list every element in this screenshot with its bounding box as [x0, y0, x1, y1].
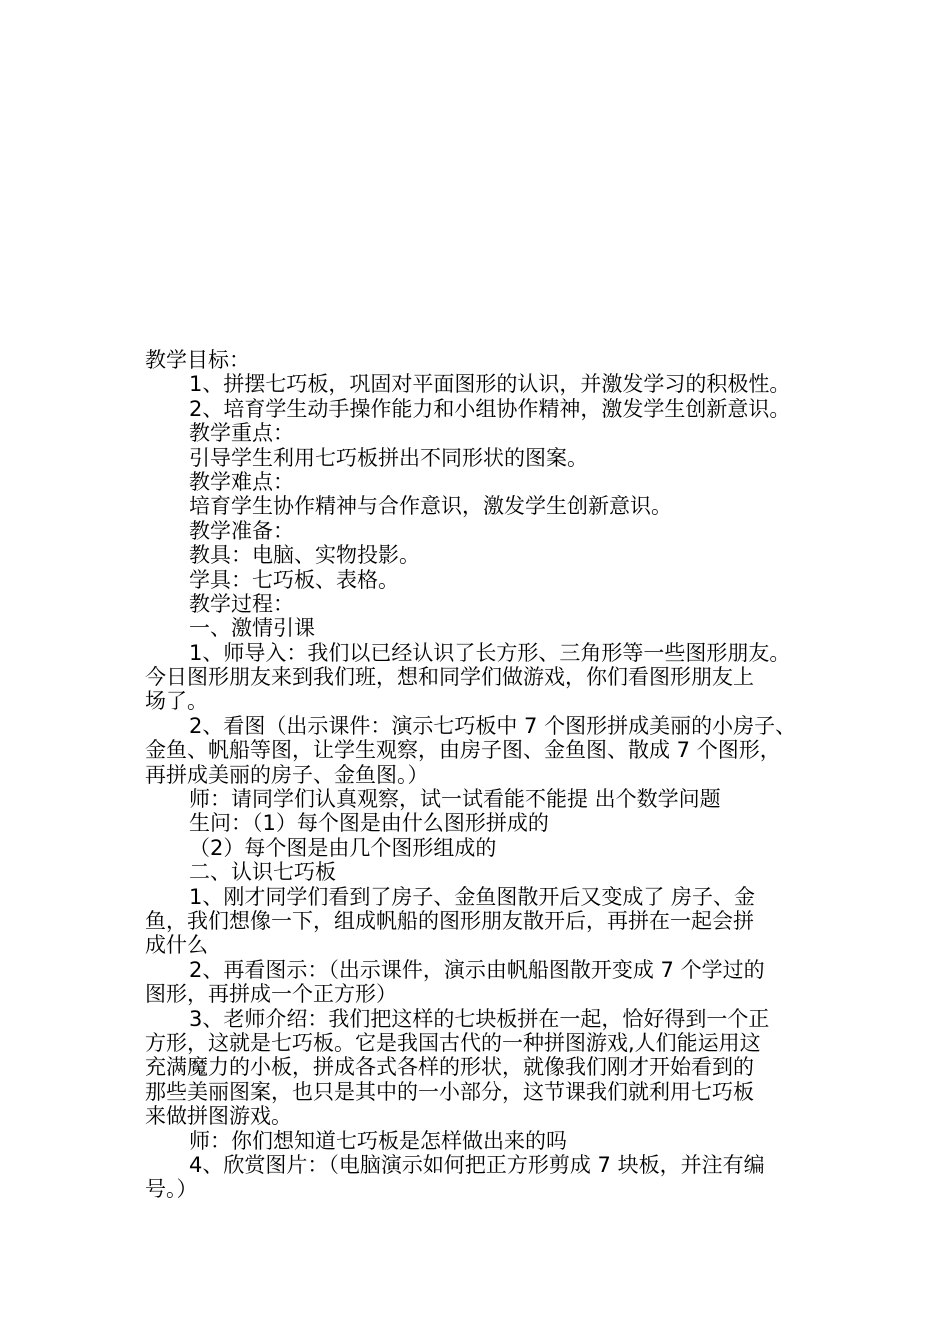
text-line: 图形，再拼成一个正方形）	[145, 982, 397, 1007]
text-line: 来做拼图游戏。	[145, 1104, 292, 1129]
text-line: 教学准备：	[189, 518, 294, 543]
text-line: 再拼成美丽的房子、金鱼图。）	[145, 762, 429, 787]
text-line: 一、激情引课	[189, 616, 315, 641]
text-line: 2、再看图示：（出示课件，演示由帆船图散开变成 7 个学过的	[189, 957, 765, 982]
text-line: 培育学生协作精神与合作意识，激发学生创新意识。	[189, 494, 672, 519]
text-line: 1、刚才同学们看到了房子、金鱼图散开后又变成了 房子、金	[189, 884, 756, 909]
text-line: 充满魔力的小板，拼成各式各样的形状，就像我们刚才开始看到的	[145, 1055, 754, 1080]
text-line: 4、欣赏图片：（电脑演示如何把正方形剪成 7 块板，并注有编	[189, 1152, 765, 1177]
text-line: 1、拼摆七巧板，巩固对平面图形的认识，并激发学习的积极性。	[189, 372, 791, 397]
text-line: 1、师导入：我们以已经认识了长方形、三角形等一些图形朋友。	[189, 640, 791, 665]
text-line: 号。）	[145, 1177, 198, 1202]
text-line: 教学重点：	[189, 421, 294, 446]
text-line: 引导学生利用七巧板拼出不同形状的图案。	[189, 445, 588, 470]
text-line: 教具：电脑、实物投影。	[189, 543, 420, 568]
text-line: 教学过程：	[189, 591, 294, 616]
text-line: 场了。	[145, 689, 208, 714]
text-line: 教学目标：	[145, 348, 250, 372]
text-line: 教学难点：	[189, 469, 294, 494]
text-line: 那些美丽图案，也只是其中的一小部分，这节课我们就利用七巧板	[145, 1079, 754, 1104]
text-line: 师：请同学们认真观察，试一试看能不能提 出个数学问题	[189, 787, 721, 812]
text-line: 二、认识七巧板	[189, 860, 336, 885]
text-line: 2、培育学生动手操作能力和小组协作精神，激发学生创新意识。	[189, 396, 791, 421]
text-line: 2、看图（出示课件：演示七巧板中 7 个图形拼成美丽的小房子、	[189, 713, 797, 738]
text-line: 学具：七巧板、表格。	[189, 567, 399, 592]
text-line: 今日图形朋友来到我们班，想和同学们做游戏，你们看图形朋友上	[145, 665, 754, 690]
document-body	[145, 348, 825, 1202]
text-line: （2）每个图是由几个图形组成的	[189, 835, 497, 860]
text-line: 生问：（1）每个图是由什么图形拼成的	[189, 811, 549, 836]
text-line: 金鱼、帆船等图，让学生观察，由房子图、金鱼图、散成 7 个图形，	[145, 738, 781, 763]
text-line: 师：你们想知道七巧板是怎样做出来的吗	[189, 1128, 567, 1153]
text-line: 方形，这就是七巧板。它是我国古代的一种拼图游戏,人们能运用这	[145, 1030, 761, 1055]
text-line: 成什么	[145, 933, 208, 958]
text-line: 鱼，我们想像一下，组成帆船的图形朋友散开后，再拼在一起会拼	[145, 908, 754, 933]
text-line: 3、老师介绍：我们把这样的七块板拼在一起，恰好得到一个正	[189, 1006, 770, 1031]
